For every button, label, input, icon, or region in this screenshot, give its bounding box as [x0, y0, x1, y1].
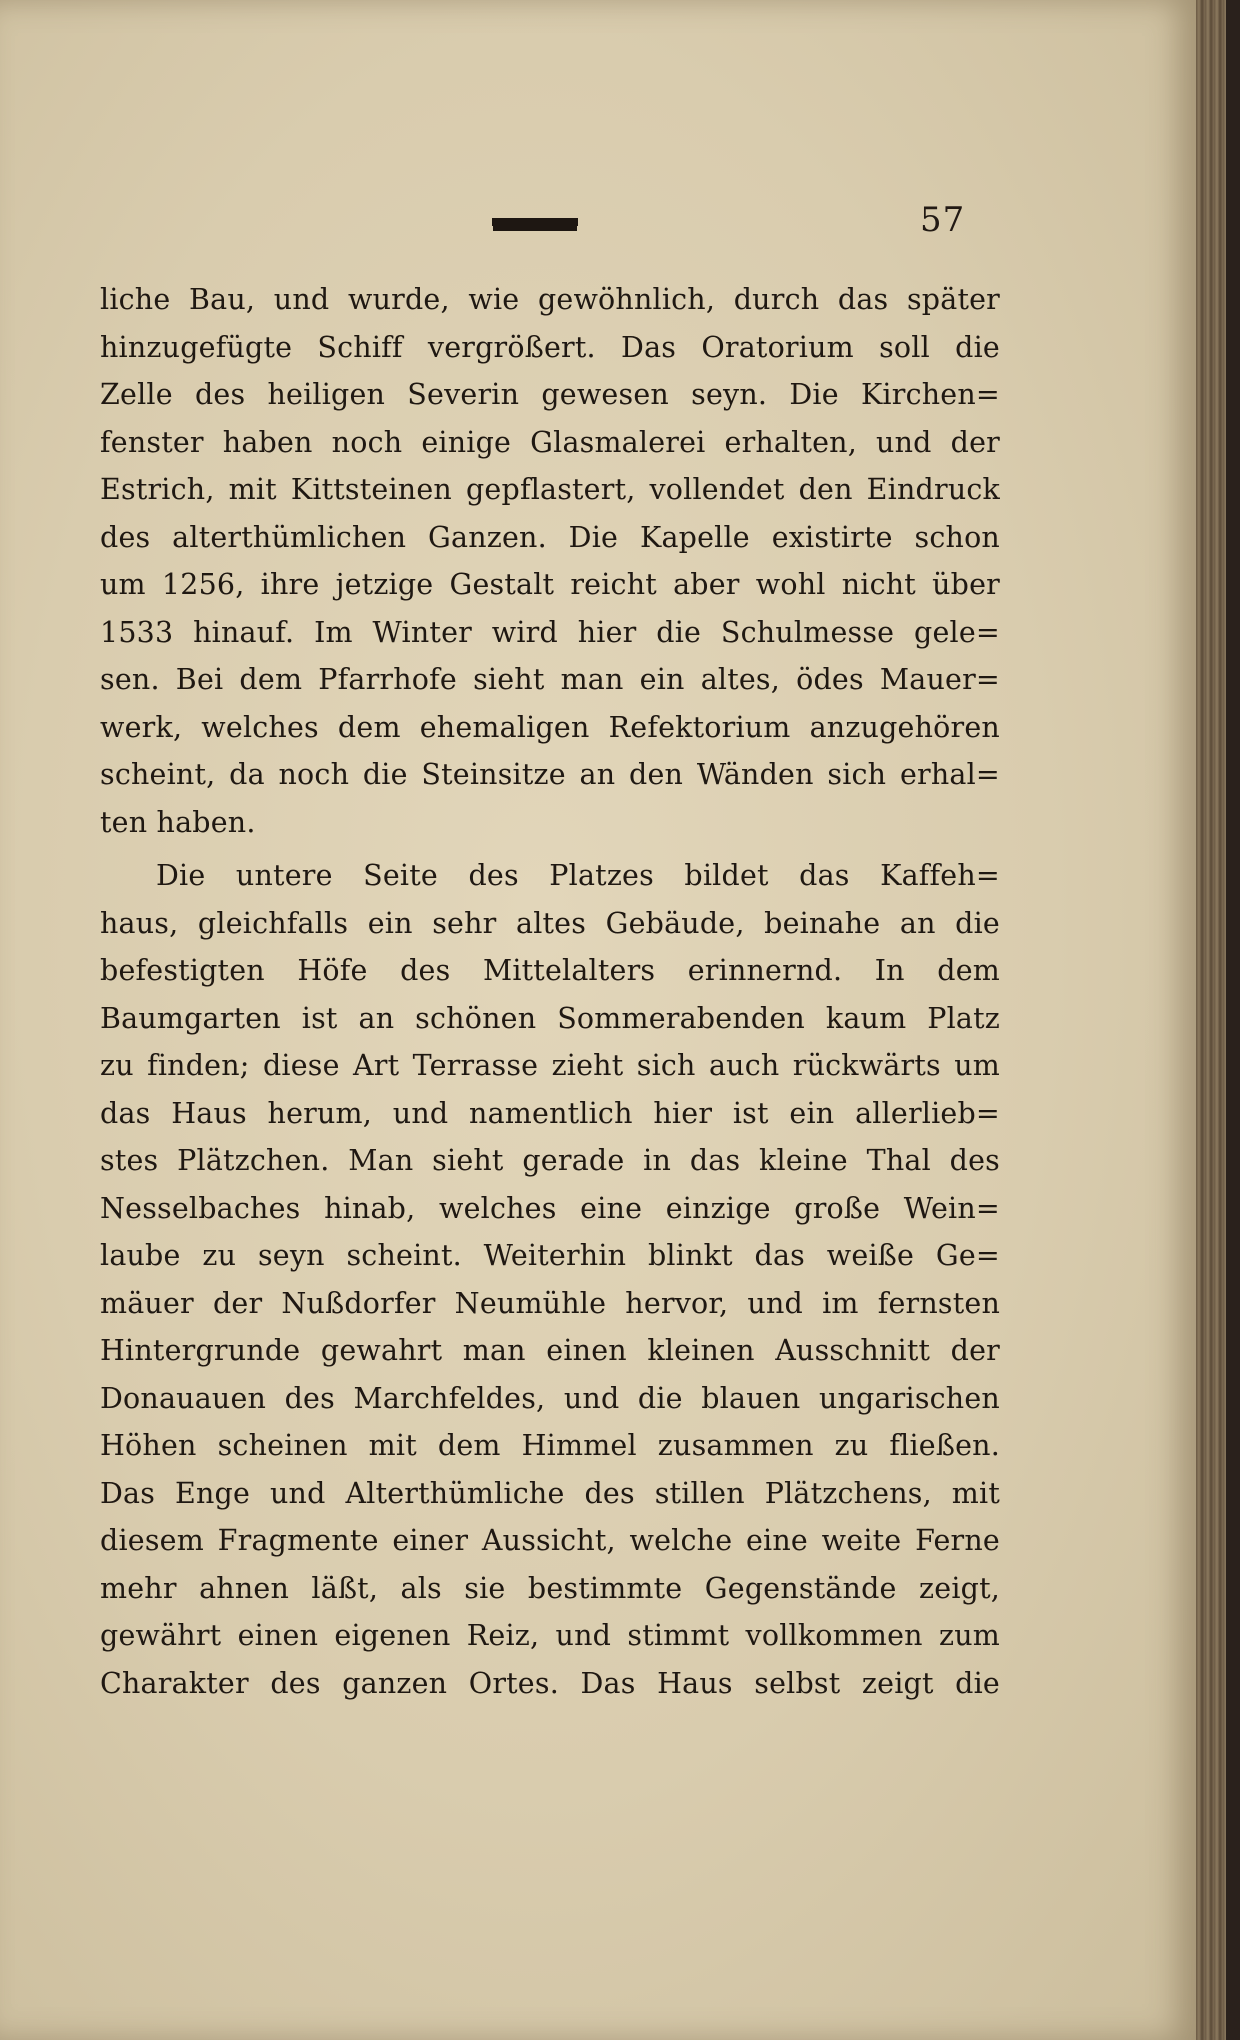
text-line: liche Bau, und wurde, wie gewöhnlich, durch das später [100, 283, 1000, 316]
text-line: mehr ahnen läßt, als sie bestimmte Gegenstände zeigt, [100, 1571, 1000, 1605]
text-line: Estrich, mit Kittsteinen gepflastert, vollendet den Eindruck [100, 473, 1000, 506]
text-line: stes Plätzchen. Man sieht gerade in das kleine Thal des [100, 1144, 1000, 1177]
text-line: um 1256, ihre jetzige Gestalt reicht aber wohl nicht über [100, 568, 1000, 601]
text-line: ten haben. [100, 805, 256, 839]
text-line: 1533 hinauf. Im Winter wird hier die Schulmesse gele= [100, 615, 1000, 649]
text-line: scheint, da noch die Steinsitze an den Wänden sich erhal= [100, 758, 1000, 791]
text-line: Das Enge und Alterthümliche des stillen Plätzchens, mit [100, 1476, 1000, 1510]
text-line: laube zu seyn scheint. Weiterhin blinkt das weiße Ge= [100, 1239, 1000, 1272]
paragraph-1 [100, 276, 1000, 846]
text-line: Donauauen des Marchfeldes, und die blauen ungarischen [100, 1381, 1000, 1415]
text-line: hinzugefügte Schiff vergrößert. Das Oratorium soll die [100, 330, 1000, 364]
text-line: zu finden; diese Art Terrasse zieht sich auch rückwärts um [100, 1049, 1000, 1082]
text-line: Hintergrunde gewahrt man einen kleinen Ausschnitt der [100, 1334, 1000, 1367]
page-number: 57 [920, 200, 966, 240]
text-line: das Haus herum, und namentlich hier ist ein allerlieb= [100, 1096, 1000, 1130]
text-line: Nesselbaches hinab, welches eine einzige große Wein= [100, 1191, 1000, 1225]
text-line: Höhen scheinen mit dem Himmel zusammen zu fließen. [100, 1429, 1000, 1462]
text-line: gewährt einen eigenen Reiz, und stimmt vollkommen zum [100, 1619, 1000, 1652]
text-line: sen. Bei dem Pfarrhofe sieht man ein altes, ödes Mauer= [100, 663, 1000, 696]
text-line: Baumgarten ist an schönen Sommerabenden kaum Platz [100, 1001, 1000, 1035]
text-line: befestigten Höfe des Mittelalters erinnernd. In dem [100, 954, 1000, 987]
text-line: fenster haben noch einige Glasmalerei erhalten, und der [100, 425, 1000, 459]
book-binding [1226, 0, 1240, 2040]
text-line: diesem Fragmente einer Aussicht, welche eine weite Ferne [100, 1524, 1000, 1557]
text-line: Charakter des ganzen Ortes. Das Haus selbst zeigt die [100, 1666, 1000, 1700]
paragraph-2 [100, 852, 1000, 1707]
text-line: des alterthümlichen Ganzen. Die Kapelle existirte schon [100, 520, 1000, 554]
header-rule [492, 218, 578, 226]
text-line: Die untere Seite des Platzes bildet das Kaffeh= [156, 859, 1000, 892]
text-line: haus, gleichfalls ein sehr altes Gebäude, beinahe an die [100, 906, 1000, 940]
page-edges [1196, 0, 1240, 2040]
text-line: mäuer der Nußdorfer Neumühle hervor, und im fernsten [100, 1286, 1000, 1320]
body-text [100, 276, 1000, 1707]
text-line: Zelle des heiligen Severin gewesen seyn. Die Kirchen= [100, 378, 1000, 411]
text-line: werk, welches dem ehemaligen Refektorium anzugehören [100, 710, 1000, 744]
